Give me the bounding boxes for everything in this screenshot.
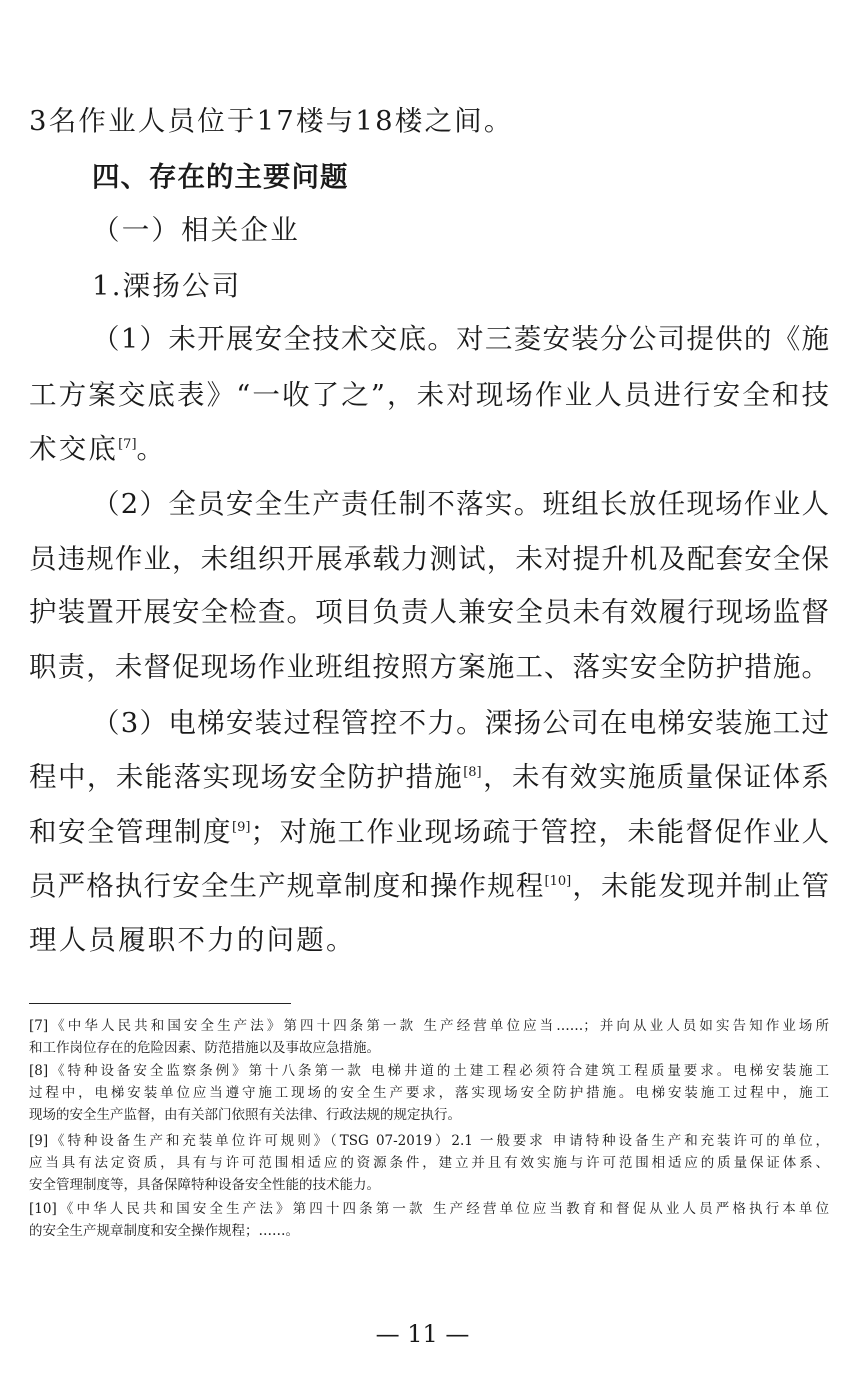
- subsection-heading: （一）相关企业: [92, 214, 300, 246]
- paragraph-1-line-2: 工方案交底表》“一收了之”，未对现场作业人员进行安全和技: [29, 379, 829, 411]
- footnote-9-line-1: [9]《特种设备生产和充装单位许可规则》（TSG 07-2019）2.1 一般要求 申请特种设备生产和充装许可的单位，: [29, 1133, 829, 1149]
- footnote-ref-8: [8]: [463, 765, 482, 780]
- footnote-separator: [29, 1003, 291, 1004]
- footnote-9-line-2: 应当具有法定资质，具有与许可范围相适应的资源条件，建立并且有效实施与许可范围相适应的质量保证体系、: [29, 1155, 829, 1171]
- footnote-9-line-3: 安全管理制度等，具备保障特种设备安全性能的技术能力。: [29, 1177, 380, 1193]
- paragraph-2-line-1: （2）全员安全生产责任制不落实。班组长放任现场作业人: [92, 488, 829, 520]
- item-heading: 1.溧扬公司: [92, 270, 242, 302]
- body-line-continuation: 3名作业人员位于17楼与18楼之间。: [29, 105, 514, 137]
- footnote-8-line-2: 过程中，电梯安装单位应当遵守施工现场的安全生产要求，落实现场安全防护措施。电梯安装施工过程中，施工: [29, 1085, 829, 1101]
- paragraph-3-line-3: 和安全管理制度[9]；对施工作业现场疏于管控，未能督促作业人: [29, 816, 830, 848]
- paragraph-1-line-1: （1）未开展安全技术交底。对三菱安装分公司提供的《施: [92, 323, 829, 355]
- footnote-8-line-1: [8]《特种设备安全监察条例》第十八条第一款 电梯井道的土建工程必须符合建筑工程质量要求。电梯安装施工: [29, 1063, 829, 1079]
- paragraph-2-line-2: 员违规作业，未组织开展承载力测试，未对提升机及配套安全保: [29, 543, 829, 575]
- paragraph-2-line-4: 职责，未督促现场作业班组按照方案施工、落实安全防护措施。: [29, 651, 829, 683]
- footnote-ref-9: [9]: [232, 820, 251, 835]
- paragraph-3-line-5: 理人员履职不力的问题。: [29, 924, 356, 956]
- footnote-ref-10: [10]: [544, 874, 572, 889]
- footnote-8-line-3: 现场的安全生产监督，由有关部门依照有关法律、行政法规的规定执行。: [29, 1107, 461, 1123]
- footnote-7-line-1: [7]《中华人民共和国安全生产法》第四十四条第一款 生产经营单位应当……；并向从业人员如实告知作业场所: [29, 1018, 829, 1034]
- footnote-7-line-2: 和工作岗位存在的危险因素、防范措施以及事故应急措施。: [29, 1040, 380, 1056]
- paragraph-1-line-3: 术交底[7]。: [29, 433, 167, 465]
- paragraph-2-line-3: 护装置开展安全检查。项目负责人兼安全员未有效履行现场监督: [29, 596, 829, 628]
- paragraph-3-line-4: 员严格执行安全生产规章制度和操作规程[10]，未能发现并制止管: [29, 870, 830, 902]
- footnote-ref-7: [7]: [118, 437, 137, 452]
- footnote-10-line-1: [10]《中华人民共和国安全生产法》第四十四条第一款 生产经营单位应当教育和督促从业人员严格执行本单位: [29, 1201, 829, 1217]
- page-number: — 11 —: [375, 1320, 470, 1348]
- footnote-10-line-2: 的安全生产规章制度和安全操作规程；……。: [29, 1223, 299, 1239]
- section-heading: 四、存在的主要问题: [92, 161, 349, 193]
- paragraph-3-line-1: （3）电梯安装过程管控不力。溧扬公司在电梯安装施工过: [92, 707, 829, 739]
- paragraph-3-line-2: 程中，未能落实现场安全防护措施[8]，未有效实施质量保证体系: [29, 761, 830, 793]
